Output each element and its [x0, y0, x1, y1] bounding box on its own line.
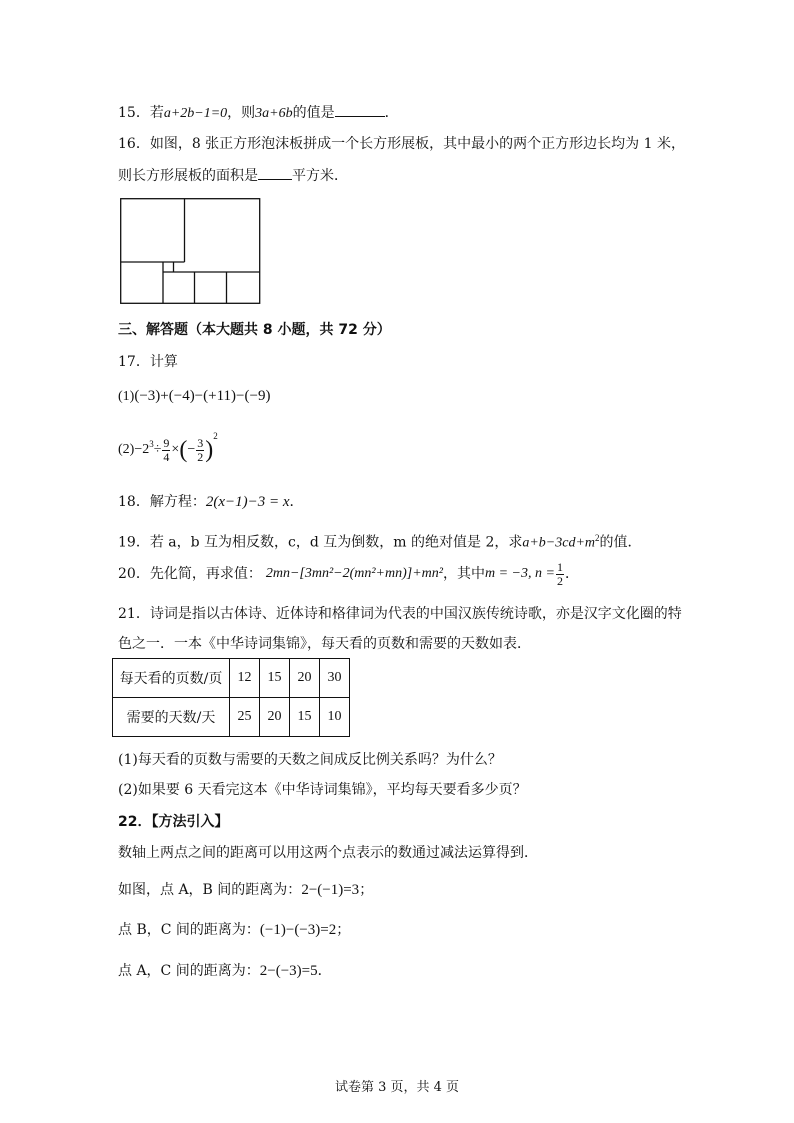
table-header-days: 需要的天数/天: [113, 698, 230, 737]
fraction-9-4: [162, 437, 170, 464]
q20-text: 20．先化简，再求值：: [118, 566, 262, 582]
page-footer: 试卷第 3 页，共 4 页: [334, 1080, 460, 1095]
table-cell: 20: [260, 698, 290, 737]
q17-p2-base: −2: [134, 442, 150, 457]
question-21-line2: 色之一．一本《中华诗词集锦》，每天看的页数和需要的天数如表．: [118, 636, 531, 652]
pages-days-table: [112, 658, 350, 737]
question-21-line1: 21．诗词是指以古体诗、近体诗和格律词为代表的中国汉族传统诗歌，亦是汉字文化圈的特: [118, 606, 682, 622]
q18-end: ．: [289, 494, 304, 510]
section-heading: 三、解答题（本大题共 8 小题，共 72 分）: [118, 322, 391, 338]
table-cell: 20: [290, 659, 320, 698]
q17-p2-exponent: 3: [149, 439, 154, 449]
q22-ac-end: ．: [317, 963, 332, 979]
question-22-line2: [118, 880, 373, 900]
question-21-part1: (1)每天看的页数与需要的天数之间成反比例关系吗？为什么？: [118, 752, 502, 768]
q15-answer-blank: [335, 102, 385, 117]
q22-ab-expression: 2−(−1)=3: [301, 882, 360, 898]
q17-p2-times: ×: [171, 442, 180, 457]
frac-numerator: 1: [556, 559, 563, 574]
q19-expression: a+b−3cd+m: [522, 535, 596, 551]
squares-figure: [120, 198, 262, 306]
fraction-1-2: [556, 561, 564, 588]
q20-mid: ，其中: [442, 566, 485, 582]
q18-text: 18．解方程：: [118, 494, 206, 510]
q22-bc-expression: (−1)−(−3)=2: [259, 922, 337, 938]
outer-rectangle: [121, 199, 260, 304]
q16-unit: 平方米．: [292, 168, 348, 184]
q20-condition: m = −3, n =: [484, 566, 555, 581]
q17-p2-divide: ÷: [153, 442, 162, 457]
table-cell: 10: [320, 698, 350, 737]
fraction-3-2: [196, 437, 204, 464]
table-header-pages: 每天看的页数/页: [113, 659, 230, 698]
table-cell: 15: [260, 659, 290, 698]
q15-expression: 3a+6b: [255, 106, 293, 121]
q20-end: ．: [564, 566, 579, 582]
q15-tail: 的值是: [292, 105, 335, 121]
question-17-part2: [118, 428, 218, 472]
q15-end: ．: [384, 105, 399, 121]
frac-denominator: 2: [556, 573, 563, 588]
q17-p1-expression: (−3)+(−4)−(+11)−(−9): [134, 388, 271, 404]
question-19: [118, 528, 642, 554]
frac-numerator: 3: [197, 435, 204, 450]
question-20: [118, 558, 579, 590]
q16-text: 则长方形展板的面积是: [118, 168, 258, 184]
q22-ab-end: ；: [359, 882, 374, 898]
table-row: [113, 659, 350, 698]
q17-p2-left-paren: (: [179, 437, 188, 463]
question-21-part2: (2)如果要 6 天看完这本《中华诗词集锦》，平均每天要看多少页？: [118, 782, 527, 798]
table-cell: 15: [290, 698, 320, 737]
question-15: [118, 102, 399, 124]
question-16-line1: 16．如图，8 张正方形泡沫板拼成一个长方形展板，其中最小的两个正方形边长均为 1 米，: [118, 136, 685, 152]
q15-equation: a+2b−1=0: [163, 106, 228, 121]
q22-ab-text: 如图，点 A，B 间的距离为：: [118, 882, 302, 898]
table-cell: 30: [320, 659, 350, 698]
question-22-line1: 数轴上两点之间的距离可以用这两个点表示的数通过减法运算得到．: [118, 845, 538, 861]
table-row: [113, 698, 350, 737]
frac-numerator: 9: [163, 435, 170, 450]
q15-mid: ，则: [227, 105, 256, 121]
q20-expression: 2mn−[3mn²−2(mn²+mn)]+mn²: [265, 566, 443, 581]
q17-p2-right-paren: ): [205, 437, 214, 463]
table-cell: 12: [230, 659, 260, 698]
q17-p1-label: (1): [118, 389, 135, 404]
q22-ac-text: 点 A，C 间的距离为：: [118, 963, 260, 979]
q17-p2-label: (2): [118, 442, 135, 457]
question-22-line4: [118, 961, 332, 981]
question-22-line3: [118, 920, 350, 940]
q17-p2-square: 2: [213, 431, 218, 441]
frac-denominator: 4: [163, 449, 170, 464]
question-22-title: 22．【方法引入】: [118, 814, 229, 830]
frac-denominator: 2: [197, 449, 204, 464]
q22-ac-expression: 2−(−3)=5: [259, 963, 318, 979]
table-cell: 25: [230, 698, 260, 737]
q22-bc-text: 点 B，C 间的距离为：: [118, 922, 260, 938]
q19-square: 2: [595, 533, 600, 543]
q19-text: 19．若 a，b 互为相反数，c，d 互为倒数，m 的绝对值是 2，求: [118, 534, 523, 551]
q18-equation: 2(x−1)−3 = x: [205, 494, 290, 510]
q15-prefix: 15．若: [118, 105, 164, 121]
question-18: [118, 492, 304, 512]
q22-bc-end: ；: [336, 922, 351, 938]
question-17-part1: [118, 386, 270, 407]
q17-p2-minus: −: [187, 442, 196, 457]
q16-answer-blank: [258, 165, 292, 180]
question-16-line2: [118, 165, 348, 186]
question-17-title: 17．计算: [118, 354, 178, 370]
q19-end: 的值．: [599, 534, 642, 551]
